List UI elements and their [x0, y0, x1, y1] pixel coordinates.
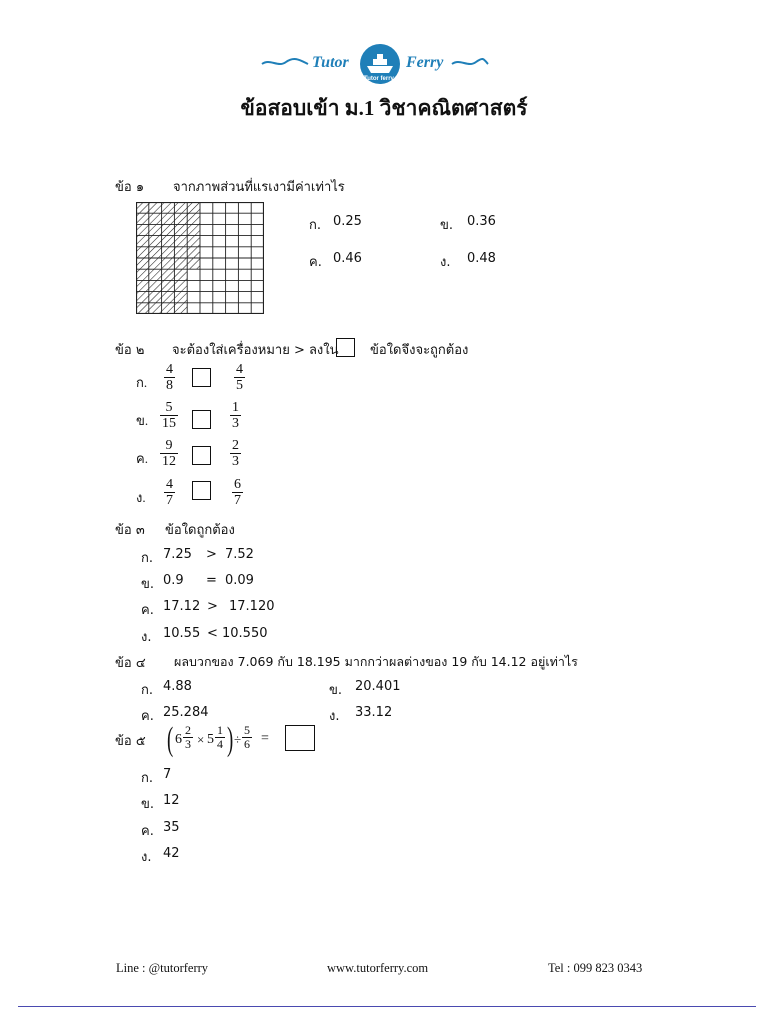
q5-fraction2: $\frac{1}{4}$: [217, 723, 223, 751]
q1-option-a-letter: ก.: [309, 218, 322, 233]
q5-option-value: 12: [163, 793, 180, 808]
logo-left-word: Tutor: [312, 54, 349, 71]
q5-option-letter: ง.: [141, 850, 152, 865]
q2-compare-box: [192, 481, 211, 500]
q1-text: จากภาพส่วนที่แรเงามีค่าเท่าไร: [173, 180, 345, 195]
right-paren: ): [227, 721, 234, 758]
q1-option-d-letter: ง.: [440, 255, 451, 270]
q2-left-fraction: $\frac{4}{7}$: [166, 477, 173, 508]
q2-right-fraction: $\frac{2}{3}$: [232, 438, 239, 469]
shaded-cell: [136, 258, 149, 269]
q5-option-letter: ข.: [141, 797, 155, 812]
page-title: ข้อสอบเข้า ม.1 วิชาคณิตศาสตร์: [240, 96, 528, 120]
q5-times: ×: [197, 732, 205, 747]
q2-left-fraction: $\frac{4}{8}$: [166, 362, 173, 393]
shaded-cell: [187, 202, 200, 213]
q5-option-letter: ค.: [141, 824, 154, 839]
q2-text-after: ข้อใดจึงจะถูกต้อง: [370, 343, 469, 358]
q5-option-letter: ก.: [141, 771, 154, 786]
q5-option-value: 42: [163, 846, 180, 861]
q5-answer-box: [285, 725, 315, 751]
shaded-cell: [162, 292, 175, 303]
shaded-cell: [149, 202, 162, 213]
shaded-cell: [187, 213, 200, 224]
logo-right-word: Ferry: [406, 54, 444, 71]
shaded-cell: [149, 303, 162, 314]
q2-left-fraction: $\frac{5}{15}$: [162, 400, 176, 431]
q2-option-letter: ข.: [136, 413, 149, 428]
q3-text: ข้อใดถูกต้อง: [165, 523, 235, 538]
shaded-cell: [162, 258, 175, 269]
shaded-cell: [136, 236, 149, 247]
q5-option-value: 7: [163, 767, 172, 782]
q2-compare-box: [192, 446, 211, 465]
shaded-cell: [136, 280, 149, 291]
q4-option-value: 33.12: [355, 705, 393, 720]
q2-compare-box: [192, 368, 211, 387]
shaded-cell: [136, 303, 149, 314]
q3-option-letter: ง.: [141, 630, 152, 645]
q1-option-a-value: 0.25: [333, 214, 362, 229]
q2-compare-box: [192, 410, 211, 429]
footer-divider: [18, 1006, 756, 1007]
q3-option-op: =: [206, 573, 217, 588]
q4-label: ข้อ ๔: [115, 656, 146, 671]
q1-option-c-value: 0.46: [333, 251, 362, 266]
q4-text: ผลบวกของ 7.069 กับ 18.195 มากกว่าผลต่างของ 19 กับ 14.12 อยู่เท่าไร: [174, 654, 578, 669]
q4-option-value: 25.284: [163, 705, 209, 720]
shaded-cell: [162, 224, 175, 235]
q1-option-c-letter: ค.: [309, 255, 322, 270]
q2-inline-box: [336, 338, 355, 357]
q4-option-letter: ง.: [329, 709, 340, 724]
q2-left-fraction: $\frac{9}{12}$: [162, 438, 176, 469]
q3-option-letter: ก.: [141, 551, 154, 566]
q2-label: ข้อ ๒: [115, 343, 145, 358]
shaded-cell: [136, 269, 149, 280]
shaded-cell: [136, 213, 149, 224]
shaded-cell: [187, 258, 200, 269]
shaded-cell: [174, 280, 187, 291]
q5-whole2: 5: [207, 732, 214, 747]
q1-option-d-value: 0.48: [467, 251, 496, 266]
shaded-cell: [162, 269, 175, 280]
q2-option-letter: ก.: [136, 375, 148, 390]
q5-fraction1: $\frac{2}{3}$: [185, 723, 191, 751]
shaded-cell: [136, 292, 149, 303]
q3-label: ข้อ ๓: [115, 523, 145, 538]
q4-option-letter: ก.: [141, 683, 154, 698]
shaded-cell: [174, 224, 187, 235]
q3-option-letter: ค.: [141, 603, 154, 618]
shaded-cell: [162, 247, 175, 258]
logo-badge-text: Tutor ferry: [364, 76, 394, 82]
shaded-cell: [174, 258, 187, 269]
shaded-cell: [174, 236, 187, 247]
shaded-cell: [162, 303, 175, 314]
q4-option-letter: ข.: [329, 683, 343, 698]
shaded-cell: [149, 292, 162, 303]
q5-label: ข้อ ๕: [115, 734, 146, 749]
q3-option-right: 17.120: [229, 599, 275, 614]
shaded-cell: [187, 247, 200, 258]
q3-option-left: 10.55: [163, 626, 201, 641]
q3-option-op: >: [207, 599, 218, 614]
q3-option-right: 10.550: [222, 626, 268, 641]
shaded-cell: [174, 202, 187, 213]
q5-option-value: 35: [163, 820, 180, 835]
shaded-cell: [174, 303, 187, 314]
shaded-cell: [174, 292, 187, 303]
shaded-cell: [136, 224, 149, 235]
q4-option-letter: ค.: [141, 709, 154, 724]
shaded-cell: [149, 258, 162, 269]
shaded-cell: [162, 213, 175, 224]
q4-option-value: 20.401: [355, 679, 401, 694]
footer-line-id: Line : @tutorferry: [116, 961, 209, 975]
shaded-cell: [136, 247, 149, 258]
shaded-cell: [149, 280, 162, 291]
shaded-cell: [149, 224, 162, 235]
shaded-cell: [149, 269, 162, 280]
shaded-cell: [162, 280, 175, 291]
q5-equals: =: [261, 731, 269, 746]
shaded-cell: [162, 236, 175, 247]
q5-fraction3: $\frac{5}{6}$: [244, 723, 250, 751]
q3-option-right: 7.52: [225, 547, 254, 562]
shaded-cell: [174, 247, 187, 258]
q4-option-value: 4.88: [163, 679, 192, 694]
footer-tel: Tel : 099 823 0343: [548, 961, 643, 975]
q1-label: ข้อ ๑: [115, 180, 145, 195]
q2-right-fraction: $\frac{1}{3}$: [232, 400, 239, 431]
shaded-cell: [187, 224, 200, 235]
q2-option-letter: ง.: [136, 490, 146, 505]
q1-option-b-value: 0.36: [467, 214, 496, 229]
shaded-cell: [187, 236, 200, 247]
q3-option-op: >: [206, 547, 217, 562]
shaded-cell: [162, 202, 175, 213]
shaded-cell: [174, 269, 187, 280]
left-swirl-icon: [260, 56, 310, 70]
footer-website: www.tutorferry.com: [327, 961, 429, 975]
q2-right-fraction: $\frac{4}{5}$: [236, 362, 243, 393]
left-paren: (: [167, 721, 174, 758]
shaded-cell: [174, 213, 187, 224]
right-swirl-icon: [450, 56, 490, 70]
shaded-cell: [136, 202, 149, 213]
q1-option-b-letter: ข.: [440, 218, 454, 233]
q3-option-left: 17.12: [163, 599, 201, 614]
q5-whole1: 6: [175, 732, 182, 747]
logo: [260, 40, 490, 86]
q5-expression: [167, 722, 287, 762]
q3-option-op: <: [207, 626, 218, 641]
q3-option-left: 7.25: [163, 547, 192, 562]
shaded-cell: [149, 236, 162, 247]
q3-option-left: 0.9: [163, 573, 184, 588]
shaded-cell: [149, 213, 162, 224]
q3-option-right: 0.09: [225, 573, 254, 588]
q2-right-fraction: $\frac{6}{7}$: [234, 477, 241, 508]
q2-text-before: จะต้องใส่เครื่องหมาย > ลงใน: [172, 343, 339, 358]
q2-option-letter: ค.: [136, 451, 148, 466]
q3-option-letter: ข.: [141, 577, 155, 592]
q1-grid-figure: [136, 202, 264, 314]
q5-divide: ÷: [234, 732, 242, 747]
shaded-cell: [149, 247, 162, 258]
